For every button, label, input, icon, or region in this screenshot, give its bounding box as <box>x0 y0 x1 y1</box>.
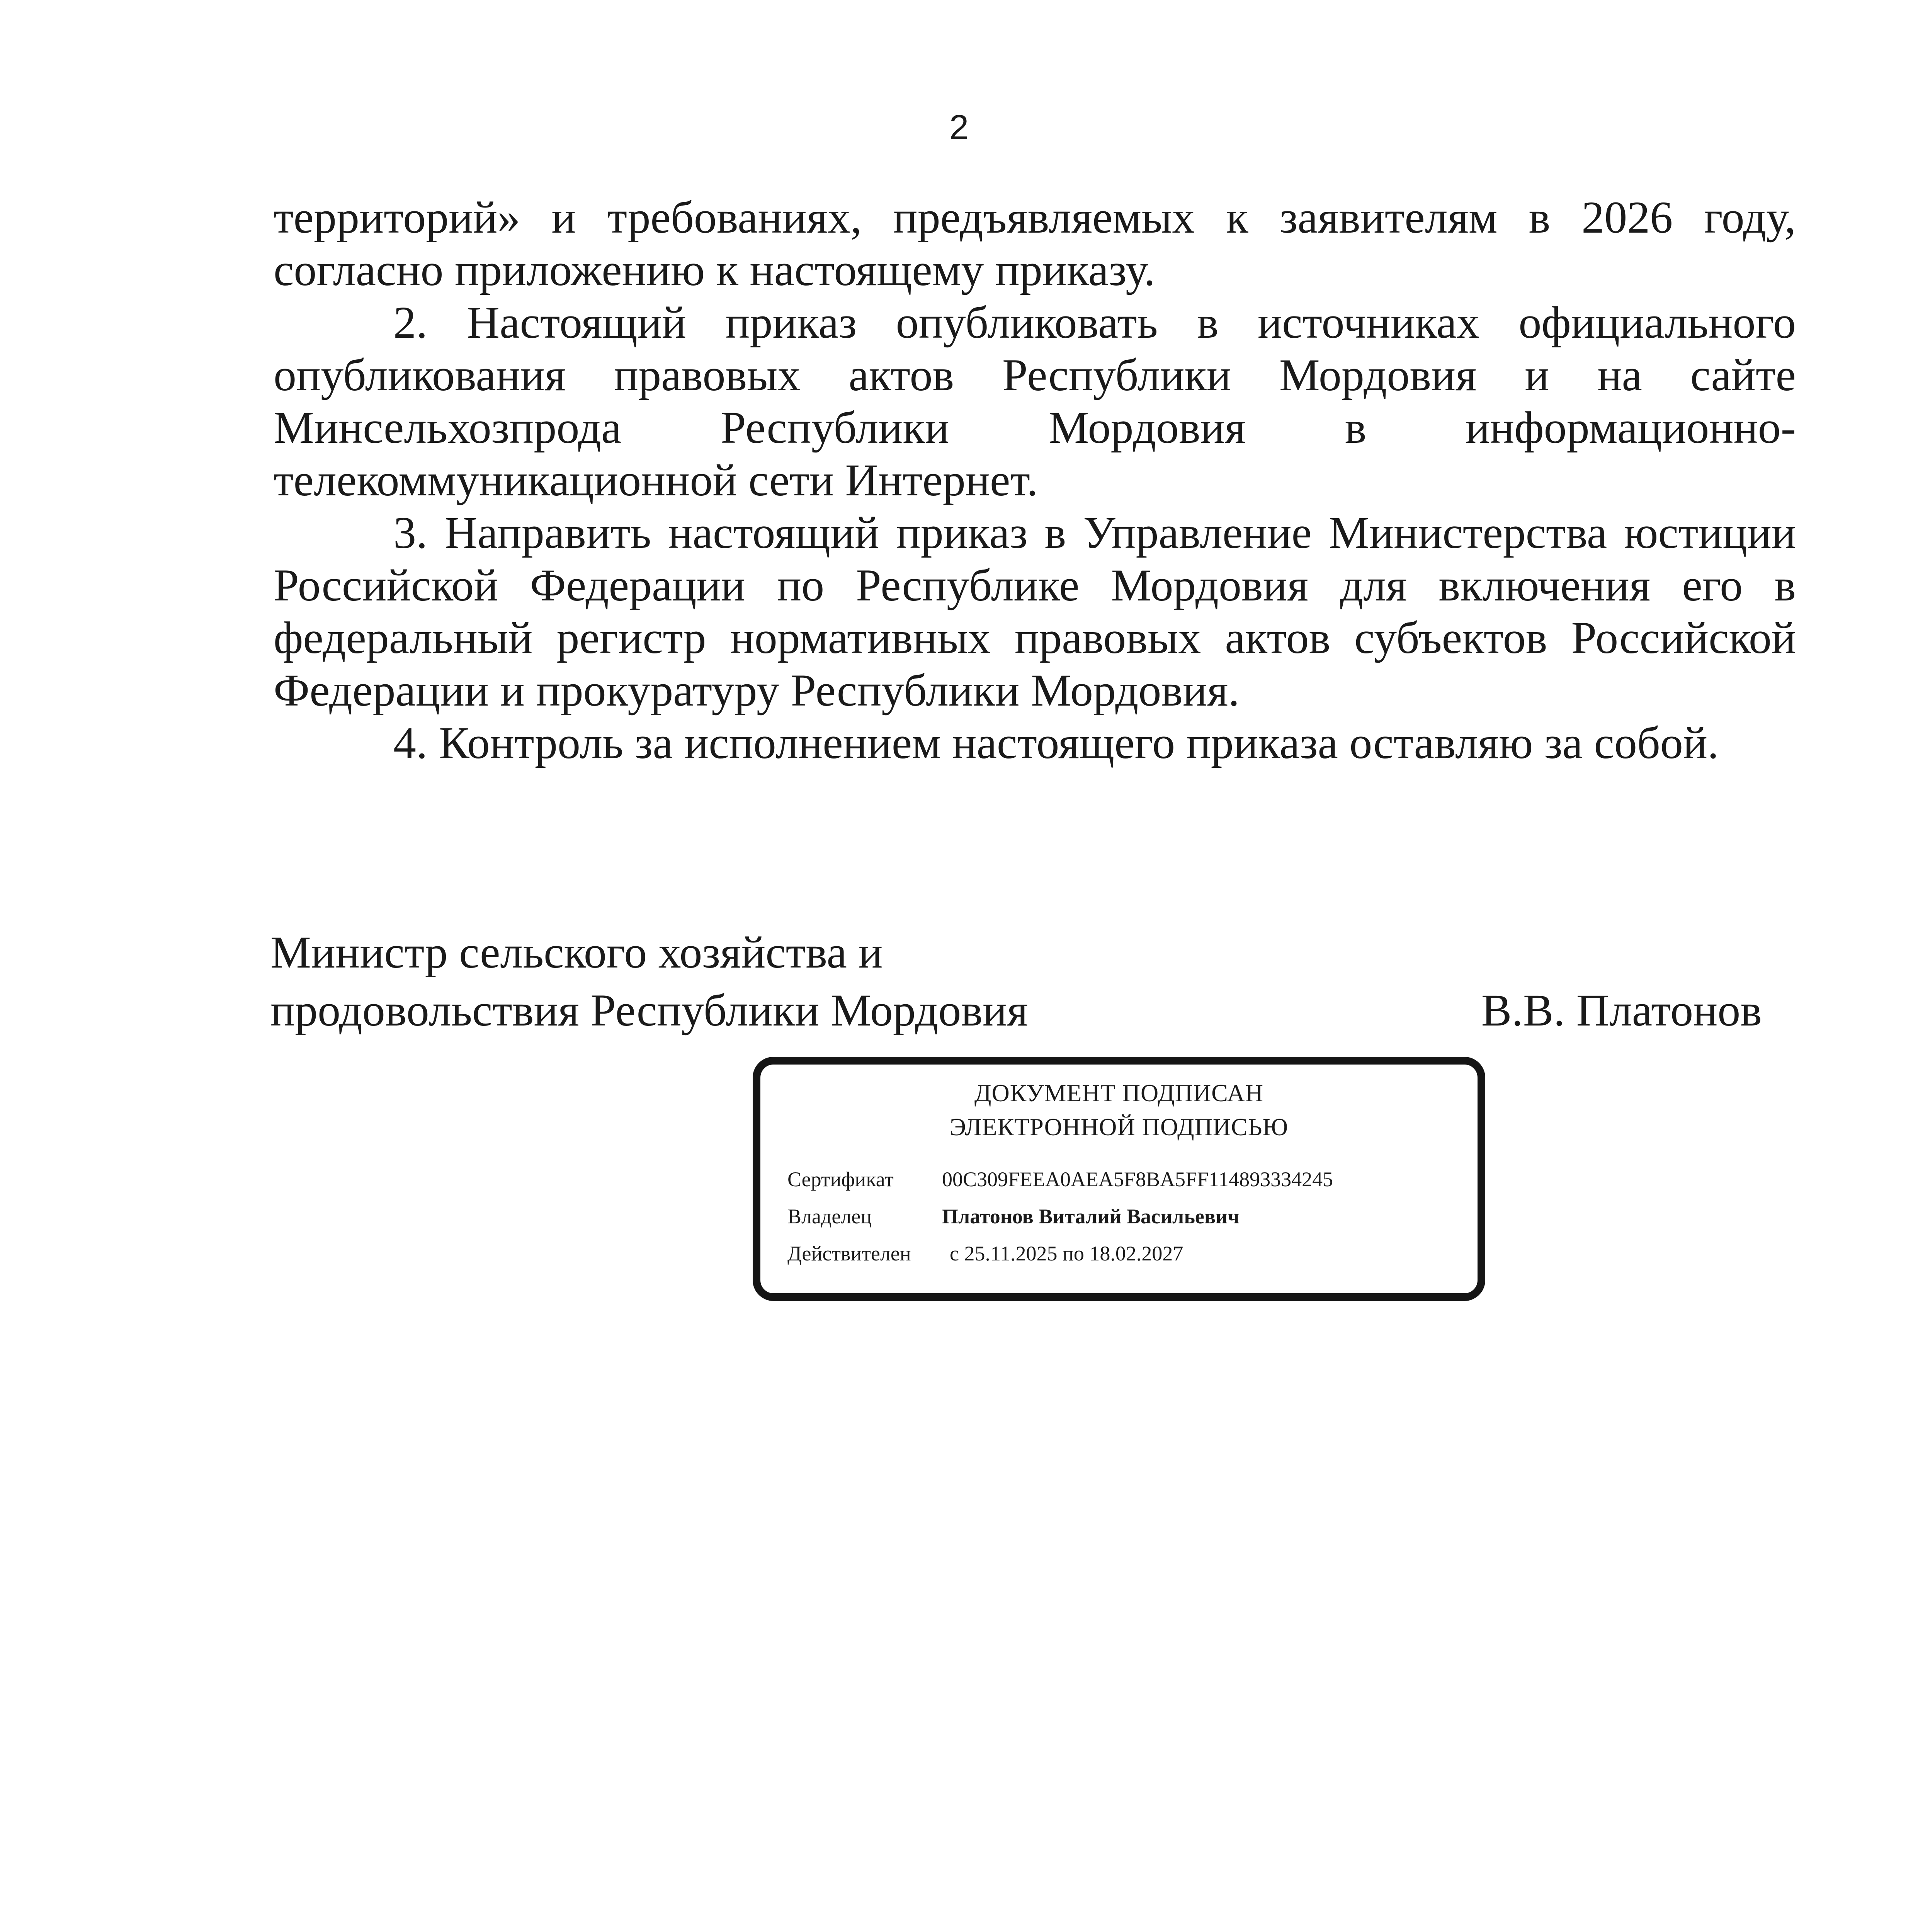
paragraph-item-4: 4. Контроль за исполнением настоящего приказа оставляю за собой. <box>393 718 1719 768</box>
signer-title-line-1: Министр сельского хозяйства и <box>270 927 883 978</box>
stamp-heading-line-1: ДОКУМЕНТ ПОДПИСАН <box>974 1079 1264 1107</box>
validity-value: с 25.11.2025 по 18.02.2027 <box>950 1242 1183 1265</box>
page-number: 2 <box>949 108 969 147</box>
signature-block <box>270 923 1762 1039</box>
document-body <box>274 191 1796 769</box>
electronic-signature-stamp <box>753 1057 1485 1301</box>
certificate-value: 00C309FEEA0AEA5F8BA5FF114893334245 <box>942 1168 1333 1191</box>
signer-title-line-2: продовольствия Республики Мордовия <box>270 985 1028 1036</box>
validity-label: Действителен <box>787 1242 911 1265</box>
certificate-label: Сертификат <box>787 1168 894 1191</box>
stamp-certificate-row <box>787 1166 1333 1193</box>
stamp-heading <box>760 1076 1478 1144</box>
stamp-heading-line-2: ЭЛЕКТРОННОЙ ПОДПИСЬЮ <box>949 1113 1289 1141</box>
paragraph-item-2: 2. Настоящий приказ опубликовать в источниках официального опубликования правовых актов Республики Мордовия и на сайте Минсельхозпрода Республики Мордовия в информационно-телекоммуникационной сети Интернет. <box>274 297 1796 505</box>
owner-label: Владелец <box>787 1205 872 1228</box>
signer-name: В.В. Платонов <box>1481 985 1762 1036</box>
paragraph-item-3: 3. Направить настоящий приказ в Управление Министерства юстиции Российской Федерации по Республике Мордовия для включения его в федеральный регистр нормативных правовых актов субъектов Российской Федерации и прокуратуру Республики Мордовия. <box>274 507 1796 716</box>
paragraph-continuation: территорий» и требованиях, предъявляемых к заявителям в 2026 году, согласно приложению к настоящему приказу. <box>274 192 1796 295</box>
stamp-validity-row <box>787 1240 1183 1267</box>
owner-value: Платонов Виталий Васильевич <box>942 1205 1240 1228</box>
stamp-owner-row <box>787 1203 1240 1230</box>
